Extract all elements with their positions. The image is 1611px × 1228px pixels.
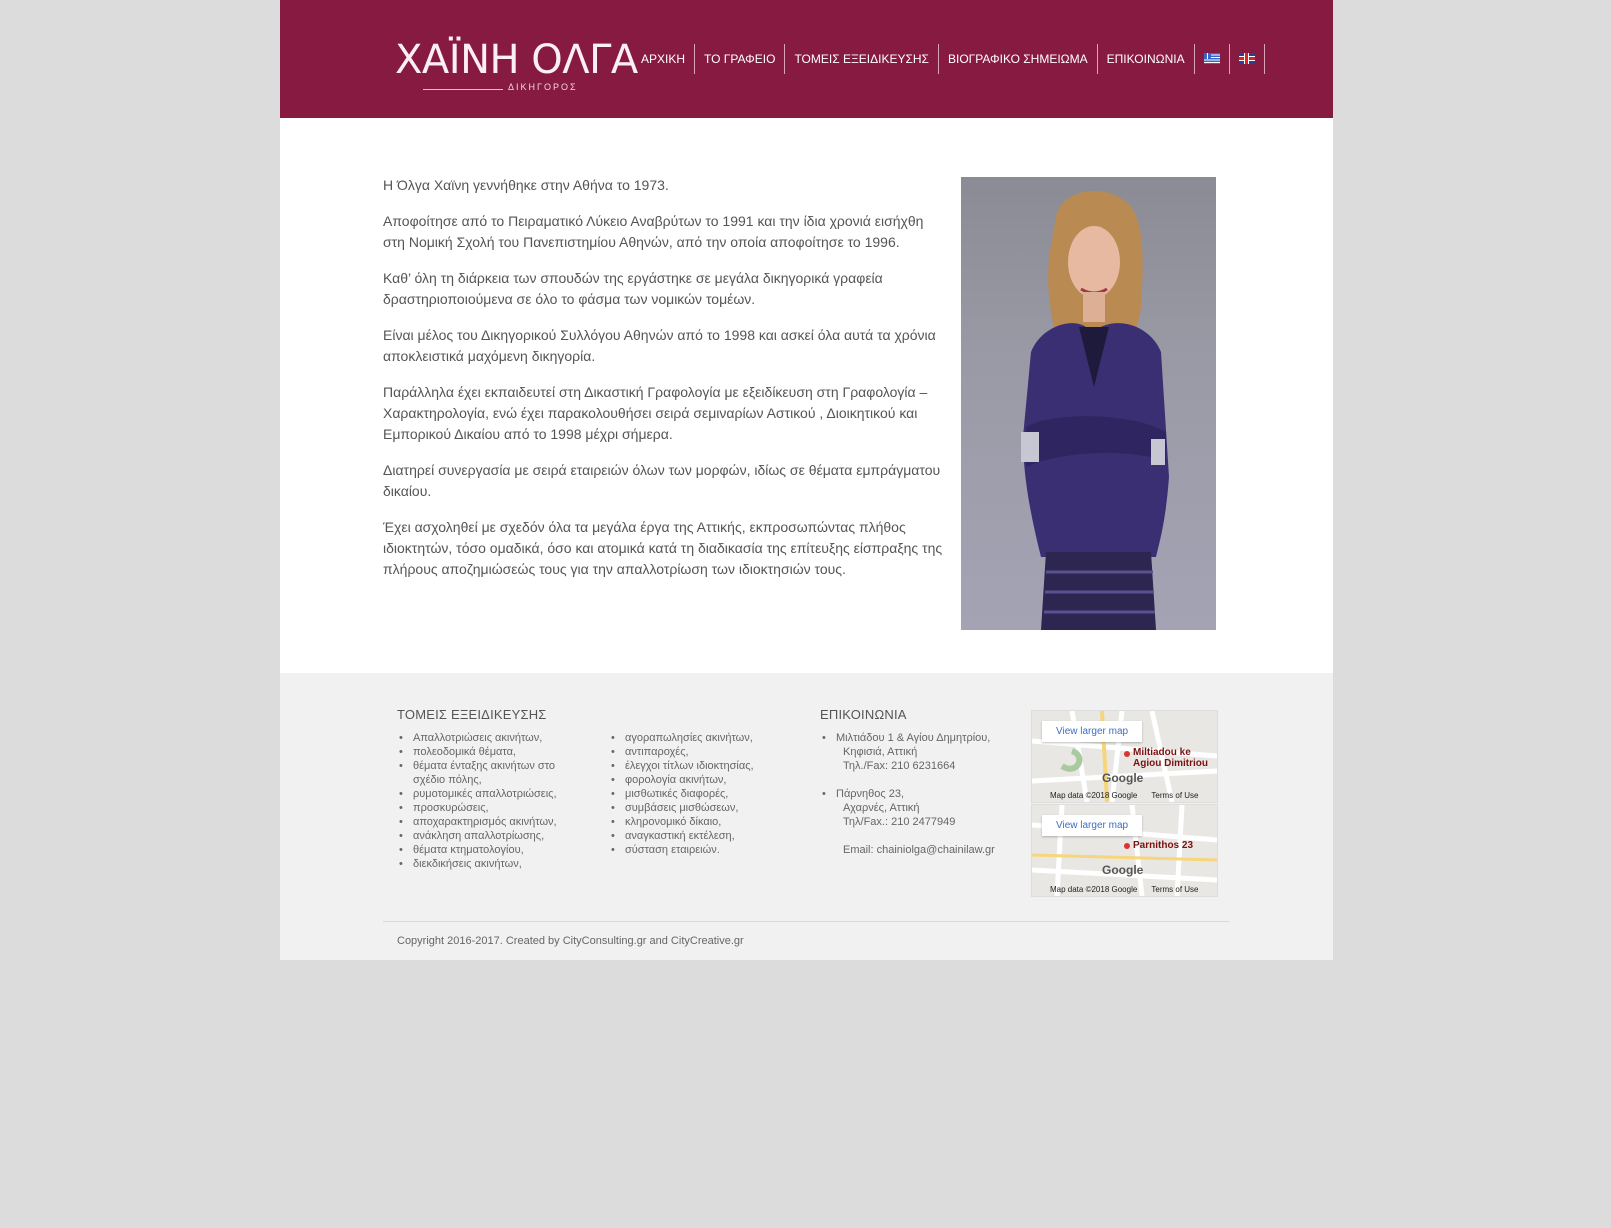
page-container xyxy=(280,0,1333,960)
nav-home[interactable]: ΑΡΧΙΚΗ xyxy=(632,44,695,74)
office-city: Αχαρνές, Αττική xyxy=(843,802,920,814)
specialties-title: ΤΟΜΕΙΣ ΕΞΕΙΔΙΚΕΥΣΗΣ xyxy=(397,707,547,722)
terms-link[interactable]: Terms of Use xyxy=(1151,885,1199,894)
uk-flag-icon xyxy=(1239,53,1255,64)
list-item: • ανάκληση απαλλοτρίωσης, xyxy=(397,829,567,843)
map-data-text: Map data ©2018 Google xyxy=(1050,791,1138,800)
list-item: • ρυμοτομικές απαλλοτριώσεις, xyxy=(397,787,567,801)
list-item: • θέματα ένταξης ακινήτων στο σχέδιο πόλης, xyxy=(397,759,567,787)
list-item: • έλεγχοι τίτλων ιδιοκτησίας, xyxy=(609,759,799,773)
nav-cv[interactable]: ΒΙΟΓΡΑΦΙΚΟ ΣΗΜΕΙΩΜΑ xyxy=(939,44,1098,74)
list-item: • Απαλλοτριώσεις ακινήτων, xyxy=(397,731,567,745)
specialties-list-2 xyxy=(609,731,799,857)
office-kifisia xyxy=(820,731,1015,773)
list-item: • θέματα κτηματολογίου, xyxy=(397,843,567,857)
list-item: • αναγκαστική εκτέλεση, xyxy=(609,829,799,843)
logo-subtitle: ΔΙΚΗΓΟΡΟΣ xyxy=(508,82,578,92)
list-item: • αγοραπωλησίες ακινήτων, xyxy=(609,731,799,745)
list-item: • σύσταση εταιρειών. xyxy=(609,843,799,857)
map-kifisia[interactable] xyxy=(1031,710,1218,803)
map-location-label: Parnithos 23 xyxy=(1133,840,1194,851)
list-item: • μισθωτικές διαφορές, xyxy=(609,787,799,801)
bio-paragraph: Έχει ασχοληθεί με σχεδόν όλα τα μεγάλα έργα της Αττικής, εκπροσωπώντας πλήθος ιδιοκτητών, τόσο ομαδικά, όσο και ατομικά κατά τη διαδικασία της επίτευξης είσπραξης της πλήρους αποζημιώσεώς τους για την απαλλοτρίωση των ιδιοκτησιών τους. xyxy=(383,519,943,577)
contact-list xyxy=(820,731,1015,829)
map-footer xyxy=(1050,791,1211,800)
nav-office[interactable]: ΤΟ ΓΡΑΦΕΙΟ xyxy=(695,44,785,74)
bio-content xyxy=(383,175,943,595)
list-item: • πολεοδομικά θέματα, xyxy=(397,745,567,759)
greek-flag-icon xyxy=(1204,53,1220,64)
contact-email[interactable]: Email: chainiolga@chainilaw.gr xyxy=(843,844,995,856)
bio-paragraph: Διατηρεί συνεργασία με σειρά εταιρειών όλων των μορφών, ιδίως σε θέματα εμπράγματου δικαίου. xyxy=(383,462,941,499)
site-logo[interactable] xyxy=(395,37,638,94)
list-item: • προσκυρώσεις, xyxy=(397,801,567,815)
office-phone: Τηλ./Fax: 210 6231664 xyxy=(843,760,956,772)
contact-title: ΕΠΙΚΟΙΝΩΝΙΑ xyxy=(820,707,907,722)
list-item: • αποχαρακτηρισμός ακινήτων, xyxy=(397,815,567,829)
bio-paragraph: Η Όλγα Χαϊνη γεννήθηκε στην Αθήνα το 1973. xyxy=(383,177,669,193)
list-item: • συμβάσεις μισθώσεων, xyxy=(609,801,799,815)
map-acharnes[interactable] xyxy=(1031,804,1218,897)
site-footer xyxy=(280,673,1333,960)
terms-link[interactable]: Terms of Use xyxy=(1151,791,1199,800)
office-city: Κηφισιά, Αττική xyxy=(843,746,918,758)
logo-divider xyxy=(423,89,503,90)
list-item: • φορολογία ακινήτων, xyxy=(609,773,799,787)
bio-paragraph: Αποφοίτησε από το Πειραματικό Λύκειο Αναβρύτων το 1991 και την ίδια χρονιά εισήχθη στη Νομική Σχολή του Πανεπιστημίου Αθηνών, από την οποία αποφοίτησε το 1996. xyxy=(383,213,924,250)
map-pin-icon xyxy=(1124,751,1130,757)
list-item: • διεκδικήσεις ακινήτων, xyxy=(397,857,567,871)
office-acharnes xyxy=(820,787,1015,829)
office-phone: Τηλ/Fax.: 210 2477949 xyxy=(843,816,956,828)
office-address: • Μιλτιάδου 1 & Αγίου Δημητρίου, xyxy=(836,732,991,744)
google-logo: Google xyxy=(1102,863,1144,877)
list-item: • αντιπαροχές, xyxy=(609,745,799,759)
copyright-text: Copyright 2016-2017. Created by CityConsulting.gr and CityCreative.gr xyxy=(397,935,744,947)
map-footer xyxy=(1050,885,1211,894)
office-address: • Πάρνηθος 23, xyxy=(836,788,905,800)
nav-lang-english[interactable] xyxy=(1230,44,1265,74)
bio-paragraph: Καθ’ όλη τη διάρκεια των σπουδών της εργάστηκε σε μεγάλα δικηγορικά γραφεία δραστηριοποιούμενα σε όλο το φάσμα των νομικών τομέων. xyxy=(383,270,883,307)
view-larger-map-button[interactable]: View larger map xyxy=(1042,815,1142,836)
map-pin-icon xyxy=(1124,843,1130,849)
list-item: • κληρονομικό δίκαιο, xyxy=(609,815,799,829)
specialties-list-1 xyxy=(397,731,567,871)
site-header xyxy=(280,0,1333,118)
map-location-label: Miltiadou ke Agiou Dimitriou xyxy=(1133,747,1208,769)
map-data-text: Map data ©2018 Google xyxy=(1050,885,1138,894)
nav-lang-greek[interactable] xyxy=(1195,44,1230,74)
nav-contact[interactable]: ΕΠΙΚΟΙΝΩΝΙΑ xyxy=(1098,44,1195,74)
footer-divider xyxy=(383,921,1229,922)
main-nav xyxy=(632,44,1265,74)
bio-paragraph: Είναι μέλος του Δικηγορικού Συλλόγου Αθηνών από το 1998 και ασκεί όλα αυτά τα χρόνια αποκλειστικά μαχόμενη δικηγορία. xyxy=(383,327,936,364)
nav-specialties[interactable]: ΤΟΜΕΙΣ ΕΞΕΙΔΙΚΕΥΣΗΣ xyxy=(785,44,939,74)
portrait-illustration xyxy=(961,177,1216,630)
bio-paragraph: Παράλληλα έχει εκπαιδευτεί στη Δικαστική Γραφολογία με εξειδίκευση στη Γραφολογία – Χαρακτηρολογία, ενώ έχει παρακολουθήσει σειρά σεμιναρίων Αστικού , Διοικητικού και Εμπορικού Δικαίου από το 1998 μέχρι σήμερα. xyxy=(383,384,928,442)
logo-name: ΧΑΪΝΗ ΟΛΓΑ xyxy=(395,37,638,83)
view-larger-map-button[interactable]: View larger map xyxy=(1042,721,1142,742)
lawyer-portrait xyxy=(961,177,1216,630)
google-logo: Google xyxy=(1102,771,1144,785)
